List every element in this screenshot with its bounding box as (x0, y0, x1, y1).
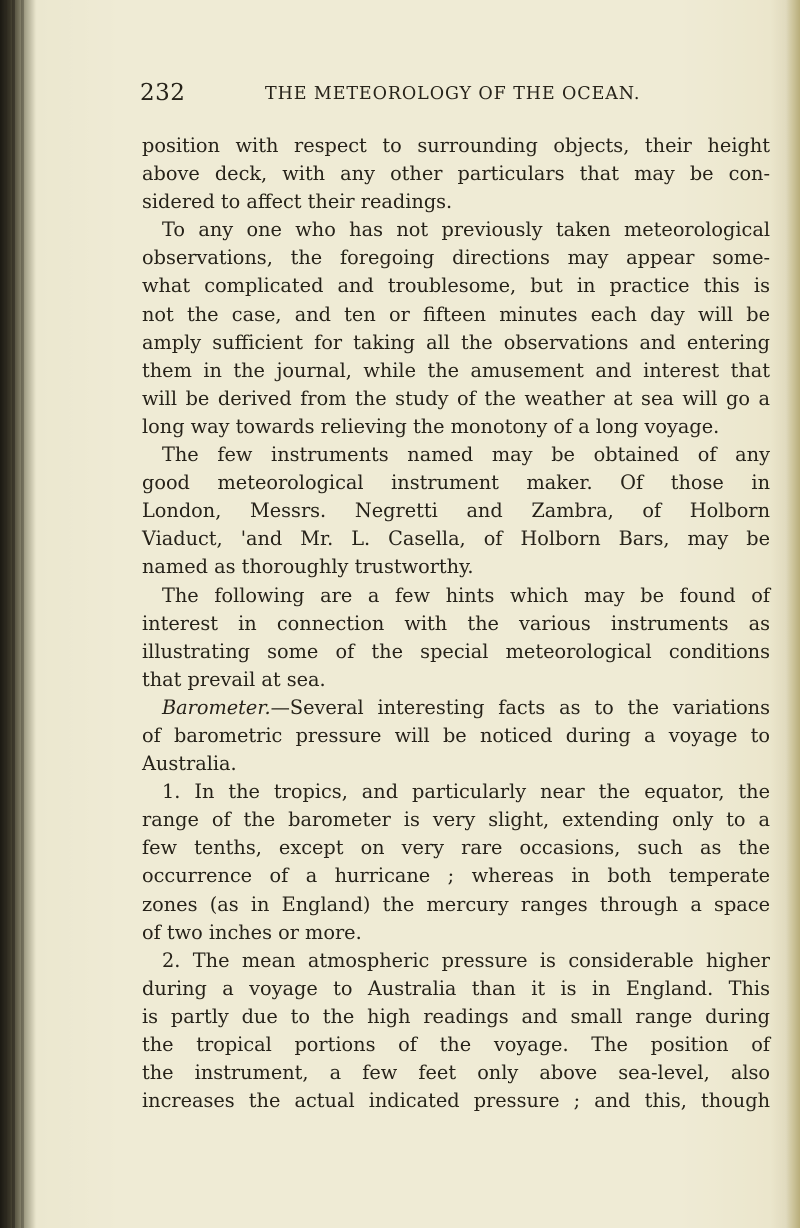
text-line-content: 2. The mean atmospheric pressure is considerable higher (162, 948, 770, 972)
text-line-content: is partly due to the high readings and small range during (142, 1004, 770, 1028)
text-line (142, 891, 770, 919)
text-line-content: of barometric pressure will be noticed during a voyage to (142, 723, 770, 747)
text-line-content: good meteorological instrument maker. Of those in (142, 471, 770, 495)
text-line (142, 778, 770, 806)
text-line-content: The following are a few hints which may be found of (162, 583, 770, 607)
text-line (142, 525, 770, 553)
text-line-content: of two inches or more. (142, 920, 362, 944)
body-text (142, 132, 770, 1115)
text-line-content: what complicated and troublesome, but in practice this is (142, 274, 770, 298)
text-line (142, 413, 770, 441)
text-line-content: occurrence of a hurricane ; whereas in both temperate (142, 864, 770, 888)
text-line (142, 1059, 770, 1087)
text-line-content: the tropical portions of the voyage. The position of (142, 1033, 770, 1056)
text-line-content: zones (as in England) the mercury ranges through a space (142, 892, 770, 916)
page-number: 232 (140, 80, 186, 106)
text-line (142, 132, 770, 160)
text-line (142, 610, 770, 638)
text-line (142, 947, 770, 975)
text-line (142, 919, 770, 947)
text-line (142, 469, 770, 497)
text-line-content: named as thoroughly trustworthy. (142, 555, 474, 579)
page-header (140, 80, 660, 110)
spine-stripe (12, 0, 15, 1228)
text-line (142, 1003, 770, 1031)
spine-stripe (21, 0, 24, 1228)
text-line (142, 806, 770, 834)
text-line (142, 722, 770, 750)
text-line-content: To any one who has not previously taken meteorological (162, 218, 770, 242)
text-line (142, 582, 770, 610)
text-line (142, 216, 770, 244)
text-line (142, 357, 770, 385)
running-head: THE METEOROLOGY OF THE OCEAN. (265, 84, 641, 104)
text-line-content: position with respect to surrounding objects, their height (142, 134, 770, 157)
text-line (142, 694, 770, 722)
text-line (142, 666, 770, 694)
text-line-content: observations, the foregoing directions may appear some- (142, 246, 770, 270)
text-line (142, 750, 770, 778)
text-line-content: increases the actual indicated pressure ; and this, though (142, 1089, 770, 1113)
text-line (142, 834, 770, 862)
text-line-content: —Several interesting facts as to the variations (270, 695, 770, 719)
text-line (142, 497, 770, 525)
text-line-content: that prevail at sea. (142, 667, 326, 691)
text-line-content: The few instruments named may be obtained of any (162, 443, 770, 467)
text-line (142, 553, 770, 581)
text-line-content: 1. In the tropics, and particularly near the equator, the (162, 780, 770, 804)
text-line (142, 272, 770, 300)
page-edge (786, 0, 800, 1228)
text-line-content: London, Messrs. Negretti and Zambra, of Holborn (142, 499, 770, 523)
text-line (142, 1087, 770, 1115)
text-line (142, 160, 770, 188)
text-line-content: Viaduct, 'and Mr. L. Casella, of Holborn Bars, may be (142, 527, 770, 551)
text-line-content: illustrating some of the special meteorological conditions (142, 639, 770, 663)
text-line (142, 1031, 770, 1059)
text-line-content: long way towards relieving the monotony of a long voyage. (142, 414, 720, 438)
text-line-content: the instrument, a few feet only above sea-level, also (142, 1061, 770, 1085)
book-spine (0, 0, 36, 1228)
text-line (142, 329, 770, 357)
text-line-content: range of the barometer is very slight, extending only to a (142, 808, 770, 832)
text-line-content: Australia. (142, 752, 237, 776)
text-line (142, 441, 770, 469)
text-line-content: few tenths, except on very rare occasions, such as the (142, 836, 770, 860)
text-line (142, 301, 770, 329)
text-line (142, 638, 770, 666)
text-line (142, 975, 770, 1003)
text-line-content: them in the journal, while the amusement and interest that (142, 358, 770, 382)
text-line-content: interest in connection with the various instruments as (142, 611, 770, 635)
text-line-content: above deck, with any other particulars that may be con- (142, 162, 770, 186)
spine-stripe (4, 0, 7, 1228)
text-line-content: amply sufficient for taking all the observations and entering (142, 330, 770, 354)
text-line-content: sidered to affect their readings. (142, 190, 453, 214)
text-line-content: not the case, and ten or fifteen minutes each day will be (142, 302, 770, 326)
text-line (142, 385, 770, 413)
section-heading: Barometer. (162, 695, 271, 719)
text-line-content: will be derived from the study of the weather at sea will go a (142, 386, 770, 410)
text-line-content: during a voyage to Australia than it is in England. This (142, 976, 770, 1000)
text-line (142, 244, 770, 272)
text-line (142, 188, 770, 216)
text-line (142, 862, 770, 890)
